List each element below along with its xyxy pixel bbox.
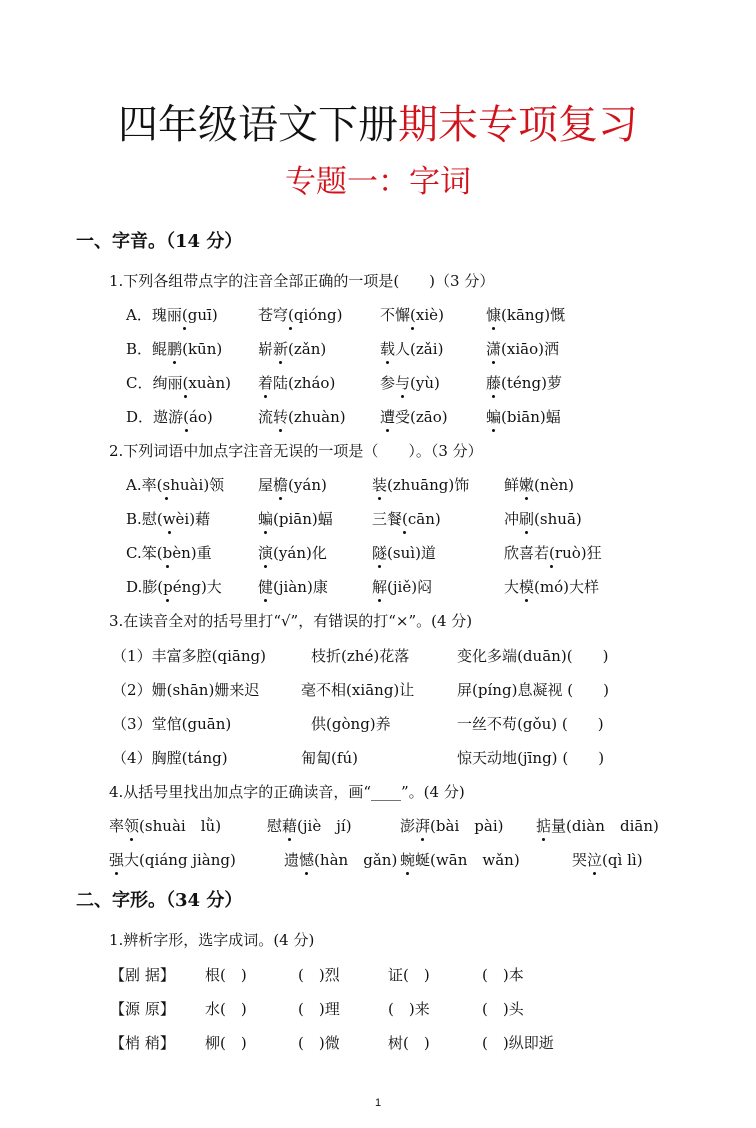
option-cell: 崭新(zǎn) xyxy=(258,340,327,358)
page-number: 1 xyxy=(374,1097,382,1109)
page-subtitle: 专题一：字词 xyxy=(285,164,471,200)
option-cell: 鲜嫩(nèn) xyxy=(504,476,574,494)
option-cell: D.膨(péng)大 xyxy=(126,578,222,596)
option-cell: B．鲲鹏(kūn) xyxy=(126,340,223,358)
option-cell: C.笨(bèn)重 xyxy=(126,544,212,562)
option-cell: 掂量(diàn diān) xyxy=(536,817,659,835)
option-cell: 屏(píng)息凝视 ( ) xyxy=(457,681,610,699)
option-cell: 健(jiàn)康 xyxy=(258,578,328,596)
page-title xyxy=(0,100,756,150)
option-cell: 流转(zhuàn) xyxy=(258,408,346,426)
question-1-4-prompt: 4.从括号里找出加点字的正确读音，画“____”。(4 分) xyxy=(109,783,465,801)
option-cell: 潇(xiāo)洒 xyxy=(486,340,560,358)
option-cell: 苍穹(qióng) xyxy=(258,306,343,324)
option-cell: A．瑰丽(guī) xyxy=(126,306,218,324)
option-cell: ( )来 xyxy=(388,1000,430,1018)
option-cell: 慷(kāng)慨 xyxy=(486,306,566,324)
option-cell: （2）姗(shān)姗来迟 xyxy=(112,681,260,699)
option-cell: 解(jiě)闷 xyxy=(372,578,433,596)
option-cell: 供(gòng)养 xyxy=(311,715,391,733)
option-cell: ( )本 xyxy=(482,966,524,984)
option-cell: （1）丰富多腔(qiāng) xyxy=(112,647,267,665)
option-cell: 欣喜若(ruò)狂 xyxy=(504,544,602,562)
option-cell: 蝙(biān)蝠 xyxy=(486,408,561,426)
option-cell: 屋檐(yán) xyxy=(258,476,327,494)
option-cell: D．遨游(áo) xyxy=(126,408,213,426)
option-cell: B.慰(wèi)藉 xyxy=(126,510,211,528)
option-cell: C．绚丽(xuàn) xyxy=(126,374,232,392)
option-cell: 藤(téng)萝 xyxy=(486,374,562,392)
option-cell: 柳( ) xyxy=(205,1034,247,1052)
section-2-heading: 二、字形。（34 分） xyxy=(76,890,243,911)
option-cell: 慰藉(jiè jí) xyxy=(267,817,352,835)
option-cell: 【剧 据】 xyxy=(110,966,175,984)
option-cell: 变化多端(duān)( ) xyxy=(457,647,609,665)
title-red: 期末专项复习 xyxy=(398,102,638,148)
option-cell: 参与(yù) xyxy=(380,374,440,392)
option-cell: 率领(shuài lǜ) xyxy=(109,817,222,835)
question-1-1-prompt: 1.下列各组带点字的注音全部正确的一项是( )（3 分） xyxy=(109,272,495,290)
option-cell: 蝙(piān)蝠 xyxy=(258,510,333,528)
option-cell: （4）胸膛(táng) xyxy=(112,749,228,767)
option-cell: 蜿蜒(wān wǎn) xyxy=(400,851,520,869)
question-1-2-prompt: 2.下列词语中加点字注音无误的一项是（ ）。（3 分） xyxy=(109,442,483,460)
option-cell: 不懈(xiè) xyxy=(380,306,444,324)
option-cell: ( )头 xyxy=(482,1000,524,1018)
option-cell: 证( ) xyxy=(388,966,430,984)
option-cell: 匍匐(fú) xyxy=(301,749,358,767)
option-cell: 冲刷(shuā) xyxy=(504,510,582,528)
option-cell: 水( ) xyxy=(205,1000,247,1018)
question-1-3-prompt: 3.在读音全对的括号里打“√”，有错误的打“×”。(4 分) xyxy=(109,612,473,630)
option-cell: 遭受(zāo) xyxy=(380,408,448,426)
option-cell: 毫不相(xiāng)让 xyxy=(301,681,415,699)
option-cell: 一丝不苟(gǒu) ( ) xyxy=(457,715,604,733)
option-cell: 【梢 稍】 xyxy=(110,1034,175,1052)
option-cell: A.率(shuài)领 xyxy=(126,476,225,494)
option-cell: 三餐(cān) xyxy=(372,510,441,528)
option-cell: ( )微 xyxy=(298,1034,340,1052)
option-cell: 惊天动地(jīng) ( ) xyxy=(457,749,605,767)
section-1-heading: 一、字音。（14 分） xyxy=(76,231,243,252)
option-cell: 树( ) xyxy=(388,1034,430,1052)
option-cell: 载人(zǎi) xyxy=(380,340,444,358)
option-cell: 【源 原】 xyxy=(110,1000,175,1018)
option-cell: 遗憾(hàn gǎn) xyxy=(284,851,398,869)
title-black: 四年级语文下册 xyxy=(118,102,398,148)
option-cell: 哭泣(qì lì) xyxy=(572,851,643,869)
option-cell: 隧(suì)道 xyxy=(372,544,436,562)
option-cell: 着陆(zháo) xyxy=(258,374,336,392)
option-cell: ( )理 xyxy=(298,1000,340,1018)
option-cell: 强大(qiáng jiàng) xyxy=(109,851,236,869)
option-cell: 大模(mó)大样 xyxy=(504,578,600,596)
option-cell: 根( ) xyxy=(205,966,247,984)
option-cell: ( )纵即逝 xyxy=(482,1034,554,1052)
option-cell: 装(zhuāng)饰 xyxy=(372,476,470,494)
option-cell: ( )烈 xyxy=(298,966,340,984)
option-cell: 澎湃(bài pài) xyxy=(400,817,504,835)
option-cell: 枝折(zhé)花落 xyxy=(311,647,410,665)
question-2-1-prompt: 1.辨析字形，选字成词。(4 分) xyxy=(109,931,315,949)
option-cell: （3）堂倌(guān) xyxy=(112,715,232,733)
option-cell: 演(yán)化 xyxy=(258,544,327,562)
